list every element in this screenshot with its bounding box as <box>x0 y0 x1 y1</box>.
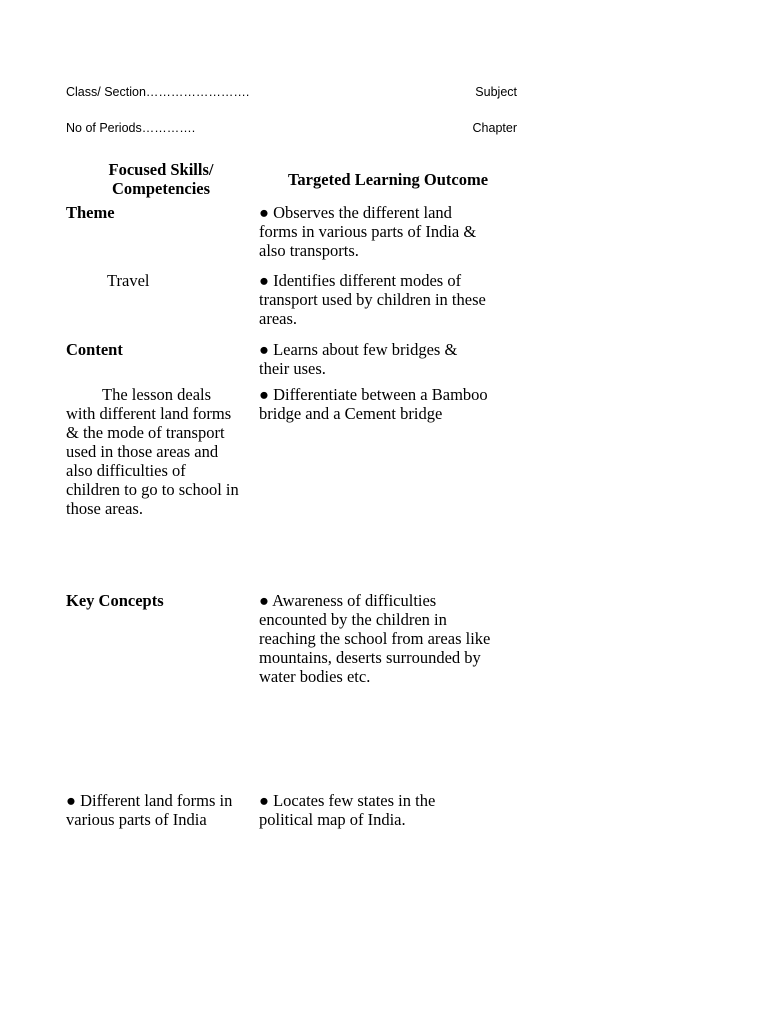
left-heading-line: Competencies <box>111 179 211 198</box>
right-column-heading: Targeted Learning Outcome <box>287 170 489 189</box>
content-paragraph <box>66 385 266 518</box>
outcome-line: encounted by the children in <box>259 610 447 629</box>
theme-label: Theme <box>66 203 115 222</box>
outcome-line: ● Differentiate between a Bamboo <box>259 385 488 404</box>
paragraph-line: & the mode of transport <box>66 423 225 442</box>
outcome-line: transport used by children in these <box>259 290 486 309</box>
outcome-line: ● Observes the different land <box>259 203 452 222</box>
outcome-line: reaching the school from areas like <box>259 629 491 648</box>
theme-value: Travel <box>107 271 150 290</box>
paragraph-line: with different land forms <box>66 404 232 423</box>
bullet-line: various parts of India <box>66 810 207 829</box>
outcome-identifies-transport <box>259 271 529 328</box>
land-forms-bullet <box>66 791 261 829</box>
paragraph-line: also difficulties of <box>66 461 186 480</box>
outcome-line: water bodies etc. <box>259 667 371 686</box>
outcome-line: areas. <box>259 309 298 328</box>
chapter-field: Chapter <box>472 121 517 135</box>
outcome-line: ● Awareness of difficulties <box>259 591 437 610</box>
periods-field: No of Periods…………. <box>66 121 196 135</box>
subject-field: Subject <box>475 85 517 99</box>
content-label: Content <box>66 340 123 359</box>
outcome-line: ● Identifies different modes of <box>259 271 462 290</box>
paragraph-line: children to go to school in <box>66 480 239 499</box>
outcome-line: ● Locates few states in the <box>259 791 436 810</box>
outcome-line: ● Learns about few bridges & <box>259 340 458 359</box>
outcome-line: their uses. <box>259 359 326 378</box>
outcome-locates-states <box>259 791 529 829</box>
outcome-observes-land-forms <box>259 203 529 260</box>
outcome-line: mountains, deserts surrounded by <box>259 648 481 667</box>
key-concepts-label: Key Concepts <box>66 591 164 610</box>
paragraph-line: used in those areas and <box>66 442 219 461</box>
bullet-line: ● Different land forms in <box>66 791 233 810</box>
outcome-line: bridge and a Cement bridge <box>259 404 443 423</box>
outcome-differentiate-bridges <box>259 385 529 423</box>
outcome-line: forms in various parts of India & <box>259 222 477 241</box>
left-column-heading <box>66 160 256 198</box>
left-heading-line: Focused Skills/ <box>108 160 214 179</box>
paragraph-line: The lesson deals <box>102 385 212 404</box>
outcome-line: also transports. <box>259 241 359 260</box>
outcome-learns-bridges <box>259 340 529 378</box>
outcome-line: political map of India. <box>259 810 406 829</box>
outcome-awareness-difficulties <box>259 591 529 686</box>
class-section-field: Class/ Section……………………. <box>66 85 250 99</box>
paragraph-line: those areas. <box>66 499 143 518</box>
